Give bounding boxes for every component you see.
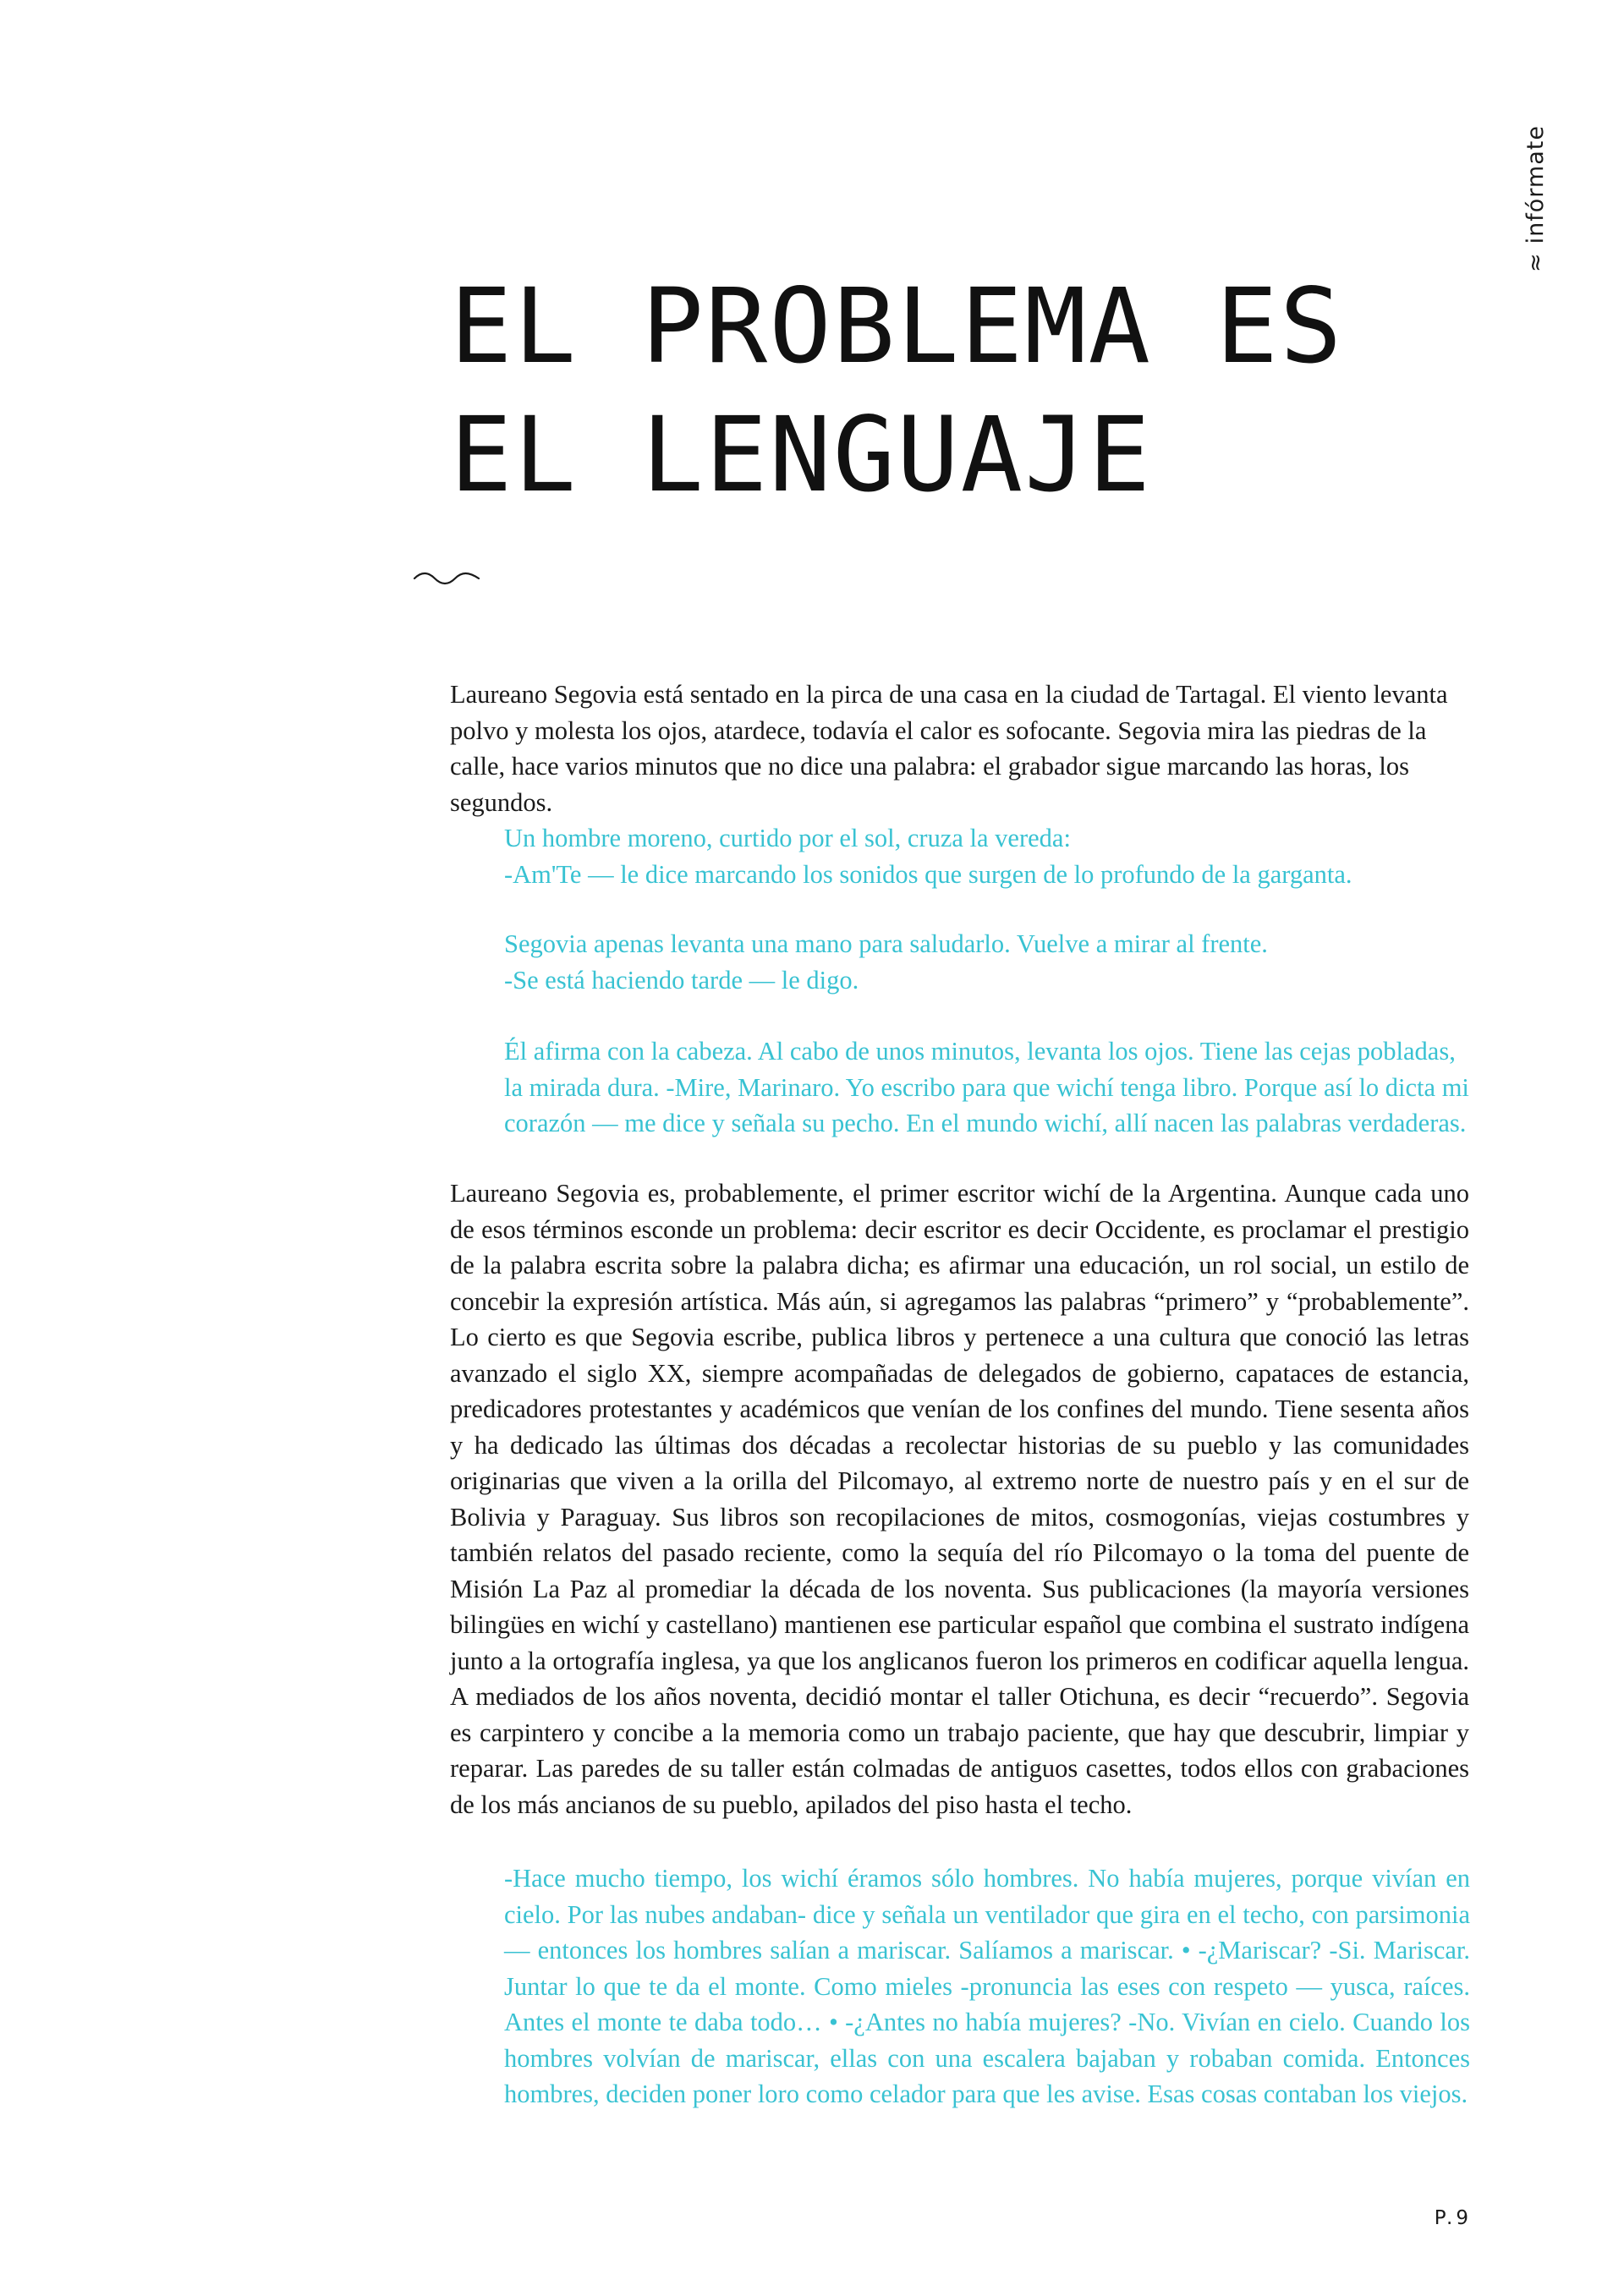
quote-block-4: -Hace mucho tiempo, los wichí éramos sólo hombres. No había mujeres, porque vivían en cielo. Por las nubes andaban- dice y señala un ventilador que gira en el techo, con parsimonia — entonces los hombres salían a mariscar. Salíamos a mariscar. • -¿Mariscar? -Si. Mariscar. Juntar lo que te da el monte. Como mieles -pronuncia las eses con respeto — yusca, raíces. Antes el monte te daba todo… • -¿Antes no había mujeres? -No. Vivían en cielo. Cuando los hombres volvían de mariscar, ellas con una escalera bajaban y robaban comida. Entonces hombres, deciden poner loro como celador para que les avise. Esas cosas contaban los viejos.	[504, 1864, 1470, 2108]
main-paragraph: Laureano Segovia es, probablemente, el primer escritor wichí de la Argentina. Aunque cada uno de esos términos esconde un problema: decir escritor es decir Occidente, es proclamar el prestigio de la palabra escrita sobre la palabra dicha; es afirmar una educación, un rol social, un estilo de concebir la expresión artística. Más aún, si agregamos las palabras “primero” y “probablemente”. Lo cierto es que Segovia escribe, publica libros y pertenece a una cultura que conoció las letras avanzado el siglo XX, siempre acompañadas de delegados de gobierno, capataces de estancia, predicadores protestantes y académicos que venían de los confines del mundo. Tiene sesenta años y ha dedicado las últimas dos décadas a recolectar historias de su pueblo y las comunidades originarias que viven a la orilla del Pilcomayo, al extremo norte de nuestro país y en el sur de Bolivia y Paraguay. Sus libros son recopilaciones de mitos, cosmogonías, viejas costumbres y también relatos del pasado reciente, como la sequía del río Pilcomayo o la toma del puente de Misión La Paz al promediar la década de los noventa. Sus publicaciones (la mayoría versiones bilingües en wichí y castellano) mantienen ese particular español que combina el sustrato indígena junto a la ortografía inglesa, ya que los anglicanos fueron los primeros en codificar aquella lengua. A mediados de los años noventa, decidió montar el taller Otichuna, es decir “recuerdo”. Segovia es carpintero y concibe a la memoria como un trabajo paciente, que hay que descubrir, limpiar y reparar. Las paredes de su taller están colmadas de antiguos casettes, todos ellos con grabaciones de los más ancianos de su pueblo, apilados del piso hasta el techo.	[450, 1179, 1469, 1819]
quote-line: -Se está haciendo tarde — le digo.	[504, 965, 859, 995]
quote-line: Un hombre moreno, curtido por el sol, cruza la vereda:	[504, 824, 1071, 852]
intro-paragraph: Laureano Segovia está sentado en la pirca de una casa en la ciudad de Tartagal. El viento levanta polvo y molesta los ojos, atardece, todavía el calor es sofocante. Segovia mira las piedras de la calle, hace varios minutos que no dice una palabra: el grabador sigue marcando las horas, los segundos.	[450, 680, 1448, 817]
section-tag	[1522, 103, 1556, 272]
quote-line: -Am'Te — le dice marcando los sonidos que surgen de lo profundo de la garganta.	[504, 859, 1352, 889]
section-tag-label: infórmate	[1522, 125, 1549, 244]
quote-block-2	[504, 926, 1470, 998]
quote-line: Segovia apenas levanta una mano para saludarlo. Vuelve a mirar al frente.	[504, 929, 1268, 958]
wave-divider-icon	[413, 565, 480, 590]
page-number: P.9	[1434, 2207, 1472, 2229]
quote-block-1	[504, 820, 1470, 892]
approx-icon: ≈	[1522, 252, 1549, 272]
page-title: EL PROBLEMA ES EL LENGUAJE	[450, 266, 1344, 515]
quote-block-3: Él afirma con la cabeza. Al cabo de unos minutos, levanta los ojos. Tiene las cejas pobladas, la mirada dura. -Mire, Marinaro. Yo escribo para que wichí tenga libro. Porque así lo dicta mi corazón — me dice y señala su pecho. En el mundo wichí, allí nacen las palabras verdaderas.	[504, 1037, 1469, 1137]
